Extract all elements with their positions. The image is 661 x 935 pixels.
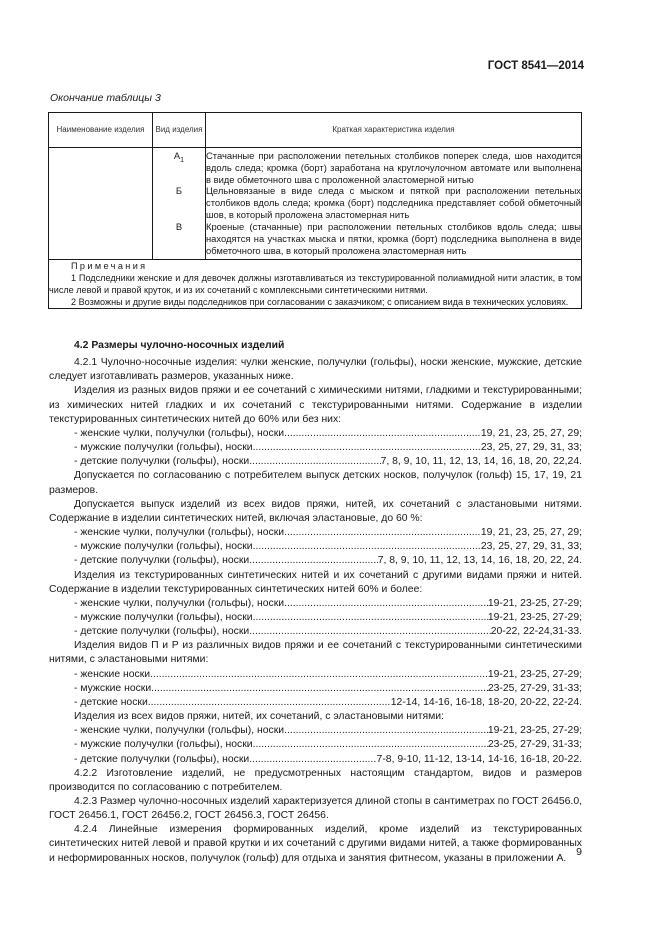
list-item: - детские получулки (гольфы), носки ..... 7-8, 9-10, 11-12, 13-14, 14-16, 16-18, 20-22. bbox=[49, 753, 582, 767]
note-text: 2 Возможны и другие виды подследников при согласовании с заказчиком; с описанием вида в технических условиях. bbox=[71, 297, 569, 307]
block1-intro: Изделия из разных видов пряжи и ее сочетаний с химическими нитями, гладкими и текстурированными; из химических нитей гладких и их сочетаний с текстурированными нитями. Содержание в изделии текстурированных синтетических нитей до 60% или без них: bbox=[49, 385, 582, 425]
section-title: 4.2 Размеры чулочно-носочных изделий bbox=[74, 340, 285, 351]
list-item: - мужские носки ..... 23-25, 27-29, 31-33; bbox=[49, 682, 582, 696]
block1-note: Допускается по согласованию с потребителем выпуск детских носков, получулок (гольф) 15, 17, 19, 21 размеров. bbox=[49, 470, 582, 496]
notes-title: Примечания bbox=[71, 261, 148, 271]
document-header: ГОСТ 8541—2014 bbox=[487, 60, 584, 72]
table-notes bbox=[49, 260, 582, 309]
paragraph-4-2-2: 4.2.2 Изготовление изделий, не предусмотренных настоящим стандартом, видов и размеров производится по согласованию с потребителем. bbox=[49, 767, 582, 793]
list-item: - женские чулки, получулки (гольфы), носки ..... 19, 21, 23, 25, 27, 29; bbox=[49, 427, 582, 441]
kind-label: $A_1$ bbox=[173, 150, 185, 164]
block4-intro: Изделия видов П и Р из различных видов пряжи и ее сочетаний с текстурированными синтетическими нитями, с эластановыми нитями: bbox=[49, 640, 582, 666]
kind-label: В bbox=[175, 221, 183, 232]
header-product-kind: Вид изделия bbox=[153, 113, 206, 148]
product-kind-cell bbox=[153, 148, 206, 260]
list-item: - женские чулки, получулки (гольфы), носки ..... 19-21, 23-25, 27-29; bbox=[49, 724, 582, 738]
products-table bbox=[48, 112, 582, 309]
list-item: - мужские получулки (гольфы), носки ..... 23, 25, 27, 29, 31, 33; bbox=[49, 540, 582, 554]
list-item: - женские чулки, получулки (гольфы), носки ..... 19, 21, 23, 25, 27, 29; bbox=[49, 526, 582, 540]
product-name-cell bbox=[49, 148, 153, 260]
description-text: Цельновязаные в виде следа с мыском и пяткой при расположении петельных столбиков вдоль следа; кромка (борт) подследника представляет собой обметочный шов, в который проложена эластомерная нить bbox=[206, 185, 581, 221]
table-header-row bbox=[49, 113, 582, 148]
table-row bbox=[49, 148, 582, 260]
list-item: - детские получулки (гольфы), носки ..... 7, 8, 9, 10, 11, 12, 13, 14, 16, 18, 20, 22, 24. bbox=[49, 554, 582, 568]
document-body bbox=[49, 339, 582, 866]
note-text: 1 Подследники женские и для девочек должны изготавливаться из текстурированной полиамидной нити эластик, в том числе левой и правой круток, и из их сочетаний с комплексными синтетическими нитями. bbox=[49, 273, 581, 295]
list-item: - детские носки ..... 12-14, 14-16, 16-18, 18-20, 20-22, 22-24. bbox=[49, 696, 582, 710]
list-item: - женские чулки, получулки (гольфы), носки ..... 19-21, 23-25, 27-29; bbox=[49, 597, 582, 611]
table-caption: Окончание таблицы 3 bbox=[50, 92, 161, 104]
list-item: - детские получулки (гольфы), носки ..... 7, 8, 9, 10, 11, 12, 13, 14, 16, 18, 20, 22,24. bbox=[49, 455, 582, 469]
paragraph-4-2-3: 4.2.3 Размер чулочно-носочных изделий характеризуется длиной стопы в сантиметрах по ГОСТ 26456.0, ГОСТ 26456.1, ГОСТ 26456.2, ГОСТ 26456.3, ГОСТ 26456. bbox=[49, 796, 582, 822]
header-product-description: Краткая характеристика изделия bbox=[206, 113, 582, 148]
paragraph-4-2-4: 4.2.4 Линейные измерения формированных изделий, кроме изделий из текстурированных синтетических нитей левой и правой крутки и их сочетаний с другими видами нитей, а также формированных и неформированных носков, получулок (гольф) для отдыха и занятия фитнесом, указаны в приложении А. bbox=[49, 824, 582, 864]
page-number: 9 bbox=[576, 846, 582, 858]
table-notes-row bbox=[49, 260, 582, 309]
list-item: - мужские получулки (гольфы), носки ..... 23-25, 27-29, 31-33; bbox=[49, 738, 582, 752]
list-item: - женские носки ..... 19-21, 23-25, 27-29; bbox=[49, 668, 582, 682]
list-item: - мужские получулки (гольфы), носки ..... 23, 25, 27, 29, 31, 33; bbox=[49, 441, 582, 455]
header-product-name: Наименование изделия bbox=[49, 113, 153, 148]
block3-intro: Изделия из текстурированных синтетических нитей и их сочетаний с другими видами пряжи и нитей. Содержание в изделии текстурированных синтетических нитей 60% и более: bbox=[49, 569, 582, 595]
description-text: Стачанные при расположении петельных столбиков поперек следа, шов находится вдоль следа; кромка (борт) заработана на круглочулочном автомате или выполнена в виде обметочного шва с проложенной эластомерной нитью bbox=[206, 150, 581, 186]
product-description-cell bbox=[206, 148, 582, 260]
block5-intro: Изделия из всех видов пряжи, нитей, их сочетаний, с эластановыми нитями: bbox=[74, 711, 444, 723]
block2-intro: Допускается выпуск изделий из всех видов пряжи, нитей, их сочетаний с эластановыми нитями. Содержание в изделии синтетических нитей, включая эластановые, до 60 %: bbox=[49, 498, 582, 524]
paragraph-4-2-1: 4.2.1 Чулочно-носочные изделия: чулки женские, получулки (гольфы), носки женские, мужские, детские следует изготавливать размеров, указанных ниже. bbox=[49, 357, 582, 383]
kind-label: Б bbox=[175, 185, 183, 196]
list-item: - детские получулки (гольфы), носки ..... 20-22, 22-24,31-33. bbox=[49, 625, 582, 639]
list-item: - мужские получулки (гольфы), носки ..... 19-21, 23-25, 27-29; bbox=[49, 611, 582, 625]
description-text: Кроеные (стачанные) при расположении петельных столбиков вдоль следа; швы находятся на участках мыска и пятки, кромка (борт) подследника выполнена в виде обметочного шва, в который проложена эластомерная нить bbox=[206, 221, 581, 257]
